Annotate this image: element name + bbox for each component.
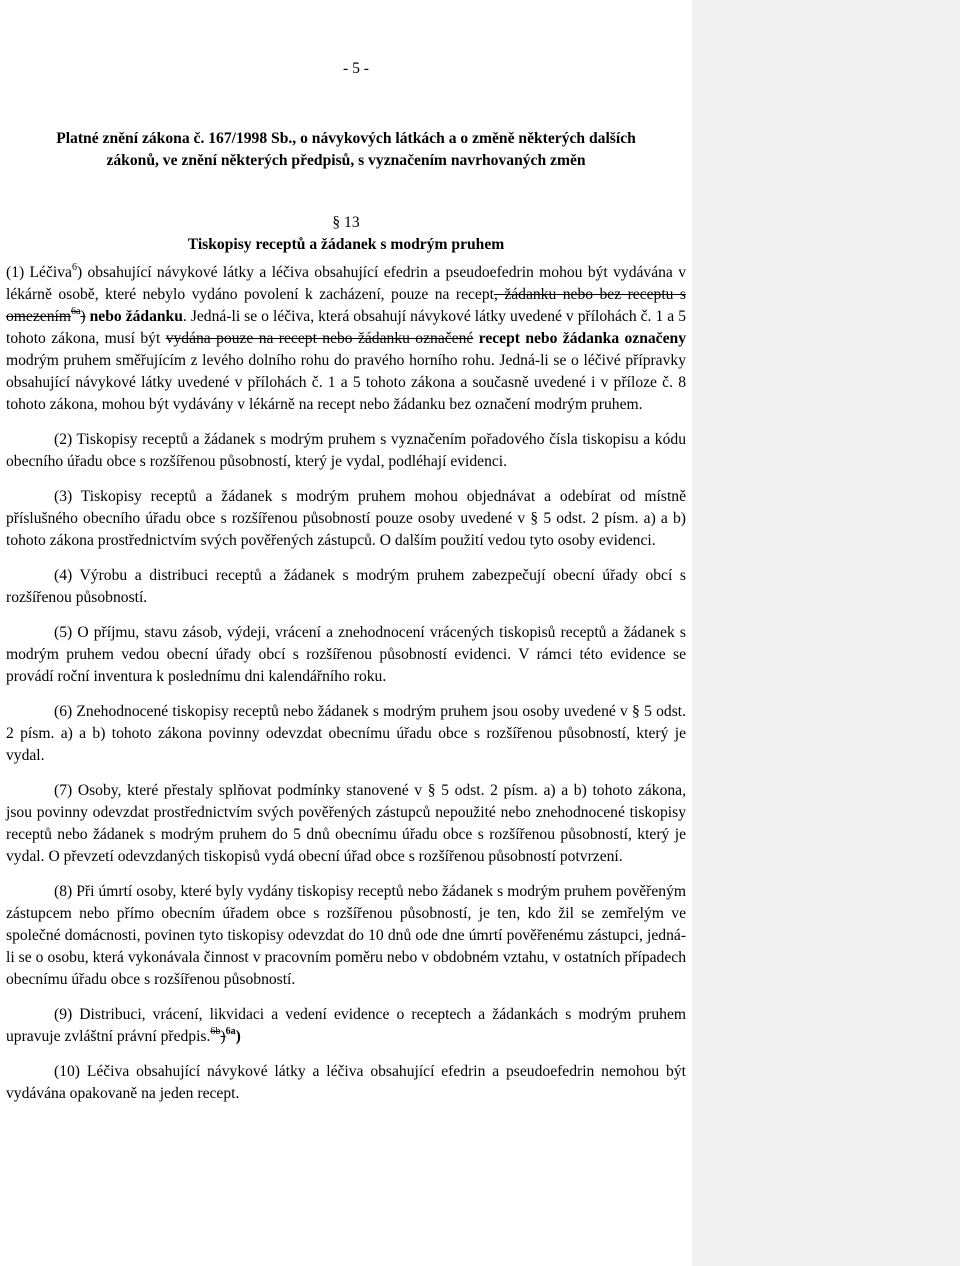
title-bold: Platné znění zákona č. 167/1998 Sb. — [56, 130, 293, 147]
paragraph-2: (2) Tiskopisy receptů a žádanek s modrým pruhem s vyznačením pořadového čísla tiskopisu a kódu obecního úřadu obce s rozšířenou působností, který je vydal, podléhají evidenci. — [6, 431, 686, 470]
comment-margin-pane — [692, 0, 960, 1266]
p1-inserted-2: recept nebo žádanka označeny — [473, 330, 686, 347]
title-line2: zákonů, ve znění některých předpisů, s vyznačením navrhovaných změn — [106, 152, 586, 169]
p1-inserted-1: nebo žádanku — [85, 308, 183, 325]
p1-deleted-2: ) — [80, 308, 86, 325]
paragraph-3: (3) Tiskopisy receptů a žádanek s modrým pruhem mohou objednávat a odebírat od místně příslušného obecního úřadu obce s rozšířenou působností pouze osoby uvedené v § 5 odst. 2 písm. a) a b) tohoto zákona prostřednictvím svých pověřených zástupců. O dalším použití vedou tyto osoby evidenci. — [6, 488, 686, 549]
p1-footnote-6a: 6a — [70, 306, 81, 317]
p1-text-d: modrým pruhem směřujícím z levého dolního rohu do pravého horního rohu. Jedná-li se o léčivé přípravky obsahující návykové látky uvedené v přílohách č. 1 a 5 tohoto zákona a současně uvedené i v příloze č. 8 tohoto zákona, mohou být vydávány v lékárně na recept nebo žádanku bez označení modrým pruhem. — [6, 352, 686, 413]
paragraph-1 — [6, 262, 686, 416]
page-number: - 5 - — [343, 60, 369, 77]
p1-text-a: (1) Léčiva — [6, 264, 72, 281]
paragraph-7: (7) Osoby, které přestaly splňovat podmínky stanovené v § 5 odst. 2 písm. a) a b) tohoto zákona, jsou povinny odevzdat prostřednictvím svých pověřených zástupců nepoužité nebo znehodnocené tiskopisy receptů nebo žádanek s modrým pruhem do 5 dnů obecnímu úřadu obce s rozšířenou působností, který je vydal. O převzetí odevzdaných tiskopisů vydá obecní úřad obce s rozšířenou působností potvrzení. — [6, 782, 686, 865]
section-header — [6, 212, 686, 256]
p1-deleted-3: vydána pouze na recept nebo žádanku označené — [165, 330, 474, 347]
paragraph-4: (4) Výrobu a distribuci receptů a žádanek s modrým pruhem zabezpečují obecní úřady obcí s rozšířenou působností. — [6, 567, 686, 606]
p9-footnote-6a: 6a — [225, 1026, 236, 1037]
p9-text: (9) Distribuci, vrácení, likvidaci a vedení evidence o receptech a žádankách s modrým pruhem upravuje zvláštní právní předpis. — [6, 1006, 686, 1045]
p1-text-b: ) obsahující návykové látky a léčiva obsahující efedrin a pseudoefedrin mohou být vydávána v lékárně osobě, které nebylo vydáno povolení k zacházení, pouze na recept — [6, 264, 686, 303]
paragraph-6: (6) Znehodnocené tiskopisy receptů nebo žádanek s modrým pruhem jsou osoby uvedené v § 5 odst. 2 písm. a) a b) tohoto zákona povinny odevzdat obecnímu úřadu obce s rozšířenou působností, který je vydal. — [6, 703, 686, 764]
document-title — [6, 128, 686, 172]
section-symbol: § 13 — [332, 214, 360, 231]
p9-footnote-6b: 6b — [210, 1026, 221, 1037]
document-body — [6, 262, 686, 1118]
section-heading: Tiskopisy receptů a žádanek s modrým pruhem — [187, 236, 505, 253]
paragraph-10: (10) Léčiva obsahující návykové látky a léčiva obsahující efedrin a pseudoefedrin nemohou být vydávána opakovaně na jeden recept. — [6, 1063, 686, 1102]
p9-deleted: ) — [220, 1028, 226, 1045]
paragraph-9 — [6, 1004, 686, 1048]
p1-deleted-1: , žádanku nebo bez receptu s omezením — [6, 286, 686, 325]
p1-footnote-6: 6 — [71, 262, 77, 273]
paragraph-5: (5) O příjmu, stavu zásob, výdeji, vrácení a znehodnocení vrácených tiskopisů receptů a žádanek s modrým pruhem vedou obecní úřady obcí s rozšířenou působností evidenci. V rámci této evidence se provádí roční inventura k poslednímu dni kalendářního roku. — [6, 624, 686, 685]
p9-inserted: ) — [235, 1028, 241, 1045]
p1-text-c: . Jedná-li se o léčiva, která obsahují návykové látky uvedené v přílohách č. 1 a 5 tohoto zákona, musí být — [6, 308, 686, 347]
paragraph-8: (8) Při úmrtí osoby, které byly vydány tiskopisy receptů nebo žádanek s modrým pruhem pověřeným zástupcem nebo přímo obecním úřadem obce s rozšířenou působností, je ten, kdo žil se zemřelým ve společné domácnosti, povinen tyto tiskopisy odevzdat do 10 dnů ode dne úmrtí pověřenému zástupci, jedná-li se o osobu, která vykonávala činnost v pracovním poměru nebo v obdobném vztahu, v ostatních případech obecnímu úřadu obce s rozšířenou působností. — [6, 883, 686, 988]
title-rest-line1: , o návykových látkách a o změně některých dalších — [292, 130, 636, 147]
